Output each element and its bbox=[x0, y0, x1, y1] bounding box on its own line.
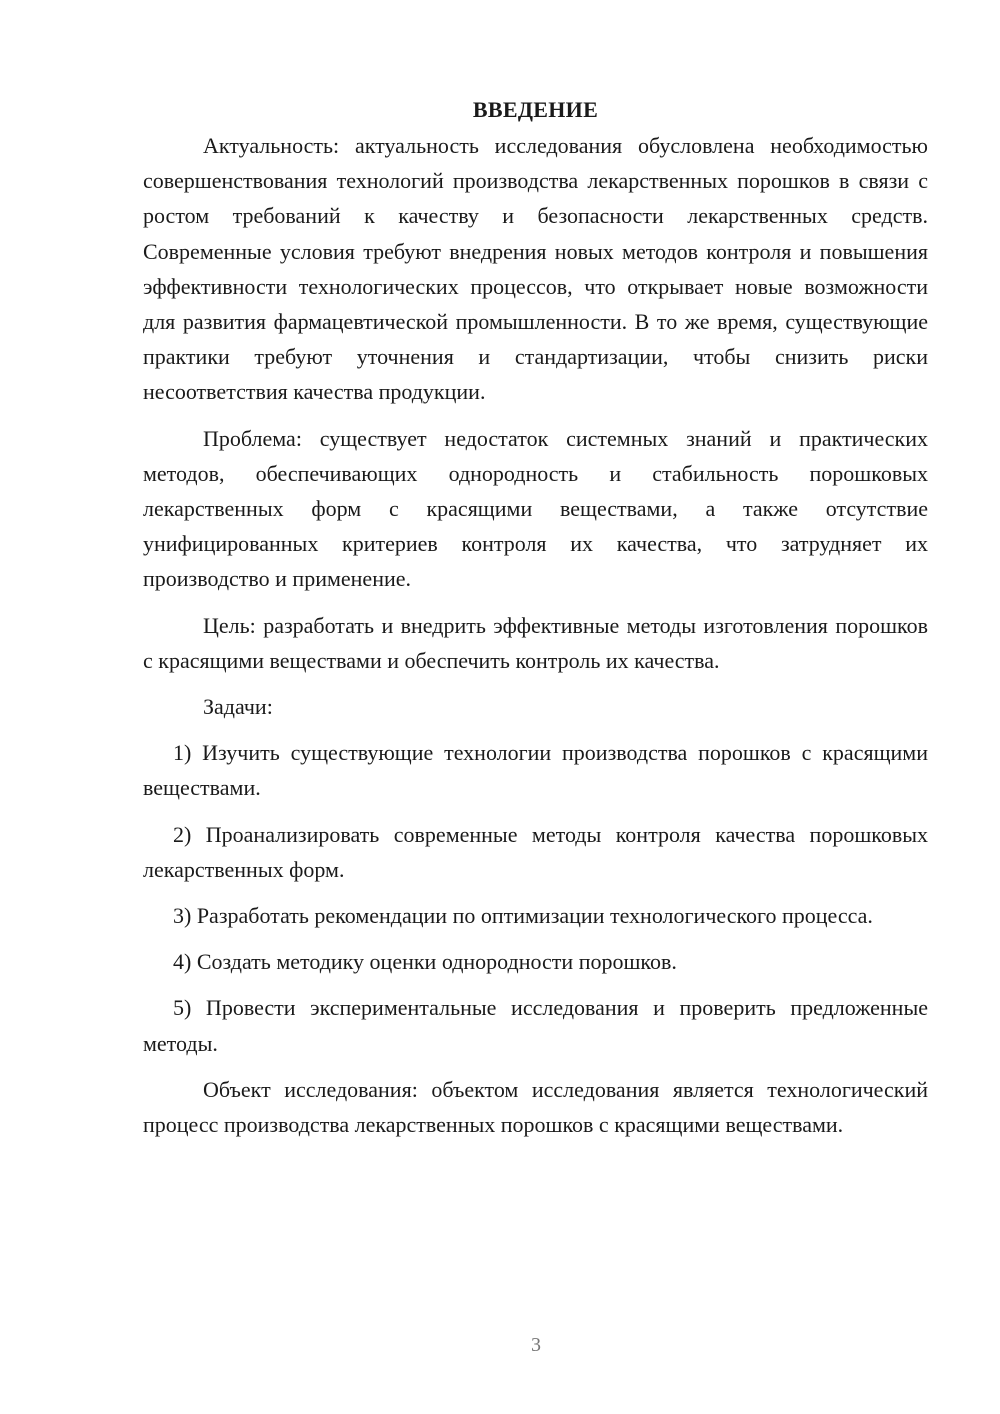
paragraph-object: Объект исследования: объектом исследования является технологический процесс производства лекарственных порошков с красящими веществами. bbox=[143, 1076, 928, 1138]
paragraph-goal: Цель: разработать и внедрить эффективные методы изготовления порошков с красящими веществами и обеспечить контроль их качества. bbox=[143, 612, 928, 673]
task-item-5: 5) Провести экспериментальные исследования и проверить предложенные методы. bbox=[143, 995, 928, 1056]
paragraph-problem: Проблема: существует недостаток системных знаний и практических методов, обеспечивающих однородность и стабильность порошковых лекарственных форм с красящими веществами, а также отсутствие унифицированных критериев контроля их качества, что затрудняет их производство и применение. bbox=[143, 425, 928, 592]
task-item-3: 3) Разработать рекомендации по оптимизации технологического процесса. bbox=[173, 903, 873, 929]
task-item-4: 4) Создать методику оценки однородности порошков. bbox=[173, 949, 677, 975]
document-page bbox=[143, 92, 928, 1142]
task-item-2: 2) Проанализировать современные методы контроля качества порошковых лекарственных форм. bbox=[143, 821, 928, 882]
page-title: ВВЕДЕНИЕ bbox=[472, 97, 599, 122]
page-number: 3 bbox=[531, 1334, 541, 1356]
task-item-1: 1) Изучить существующие технологии производства порошков с красящими веществами. bbox=[143, 740, 928, 801]
paragraph-relevance: Актуальность: актуальность исследования обусловлена необходимостью совершенствования технологий производства лекарственных порошков в связи с ростом требований к качеству и безопасности лекарственных средств. Современные условия требуют внедрения новых методов контроля и повышения эффективности технологических процессов, что открывает новые возможности для развития фармацевтической промышленности. В то же время, существующие практики требуют уточнения и стандартизации, чтобы снизить риски несоответствия качества продукции. bbox=[143, 133, 928, 405]
tasks-heading: Задачи: bbox=[203, 694, 273, 720]
